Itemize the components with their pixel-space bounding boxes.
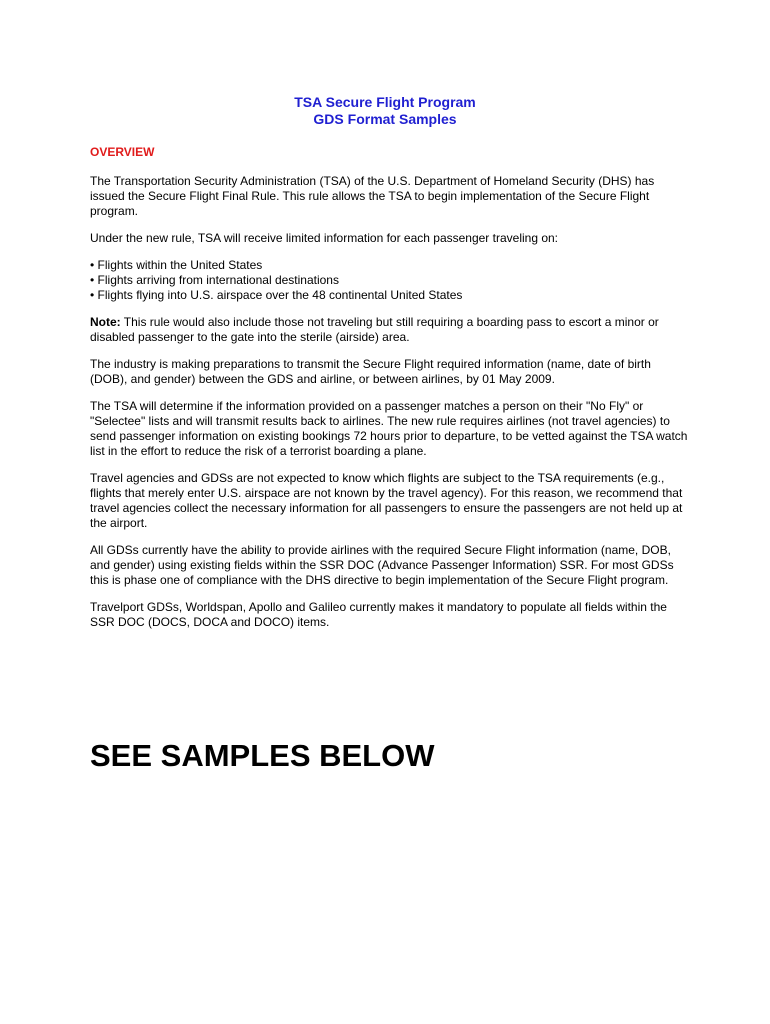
document-title [0, 94, 770, 128]
bullet-item: • Flights within the United States [90, 258, 263, 272]
paragraph-industry: The industry is making preparations to transmit the Secure Flight required information (name, date of birth (DOB), and gender) between the GDS and airline, or between airlines, by 01 May 2009. [90, 357, 651, 386]
note-text: This rule would also include those not traveling but still requiring a boarding pass to escort a minor or disabled passenger to the gate into the sterile (airside) area. [90, 315, 659, 344]
bullet-item: • Flights flying into U.S. airspace over the 48 continental United States [90, 288, 463, 302]
see-samples-heading: SEE SAMPLES BELOW [90, 738, 435, 773]
note-label: Note: [90, 315, 121, 329]
flight-bullet-list [90, 258, 690, 303]
title-line-1: TSA Secure Flight Program [294, 94, 476, 110]
paragraph-tsa-determine: The TSA will determine if the information provided on a passenger matches a person on their "No Fly" or "Selectee" lists and will transmit results back to airlines. The new rule requires airlines (not travel agencies) to send passenger information on existing bookings 72 hours prior to departure, to be vetted against the TSA watch list in the effort to reduce the risk of a terrorist boarding a plane. [90, 399, 688, 458]
paragraph-note [90, 315, 690, 345]
bullet-item: • Flights arriving from international destinations [90, 273, 339, 287]
paragraph-intro: The Transportation Security Administration (TSA) of the U.S. Department of Homeland Security (DHS) has issued the Secure Flight Final Rule. This rule allows the TSA to begin implementation of the Secure Flight program. [90, 174, 655, 218]
overview-heading: OVERVIEW [90, 145, 155, 159]
paragraph-travel-agencies: Travel agencies and GDSs are not expected to know which flights are subject to the TSA requirements (e.g., flights that merely enter U.S. airspace are not known by the travel agency). For this reason, we recommend that travel agencies collect the necessary information for all passengers to ensure the passengers are not held up at the airport. [90, 471, 683, 530]
paragraph-new-rule: Under the new rule, TSA will receive limited information for each passenger traveling on: [90, 231, 559, 245]
paragraph-gds-ability: All GDSs currently have the ability to provide airlines with the required Secure Flight information (name, DOB, and gender) using existing fields within the SSR DOC (Advance Passenger Information) SSR. For most GDSs this is phase one of compliance with the DHS directive to begin implementation of the Secure Flight program. [90, 543, 674, 587]
paragraph-travelport: Travelport GDSs, Worldspan, Apollo and Galileo currently makes it mandatory to populate all fields within the SSR DOC (DOCS, DOCA and DOCO) items. [90, 600, 667, 629]
title-line-2: GDS Format Samples [313, 111, 457, 127]
document-body [90, 145, 690, 642]
